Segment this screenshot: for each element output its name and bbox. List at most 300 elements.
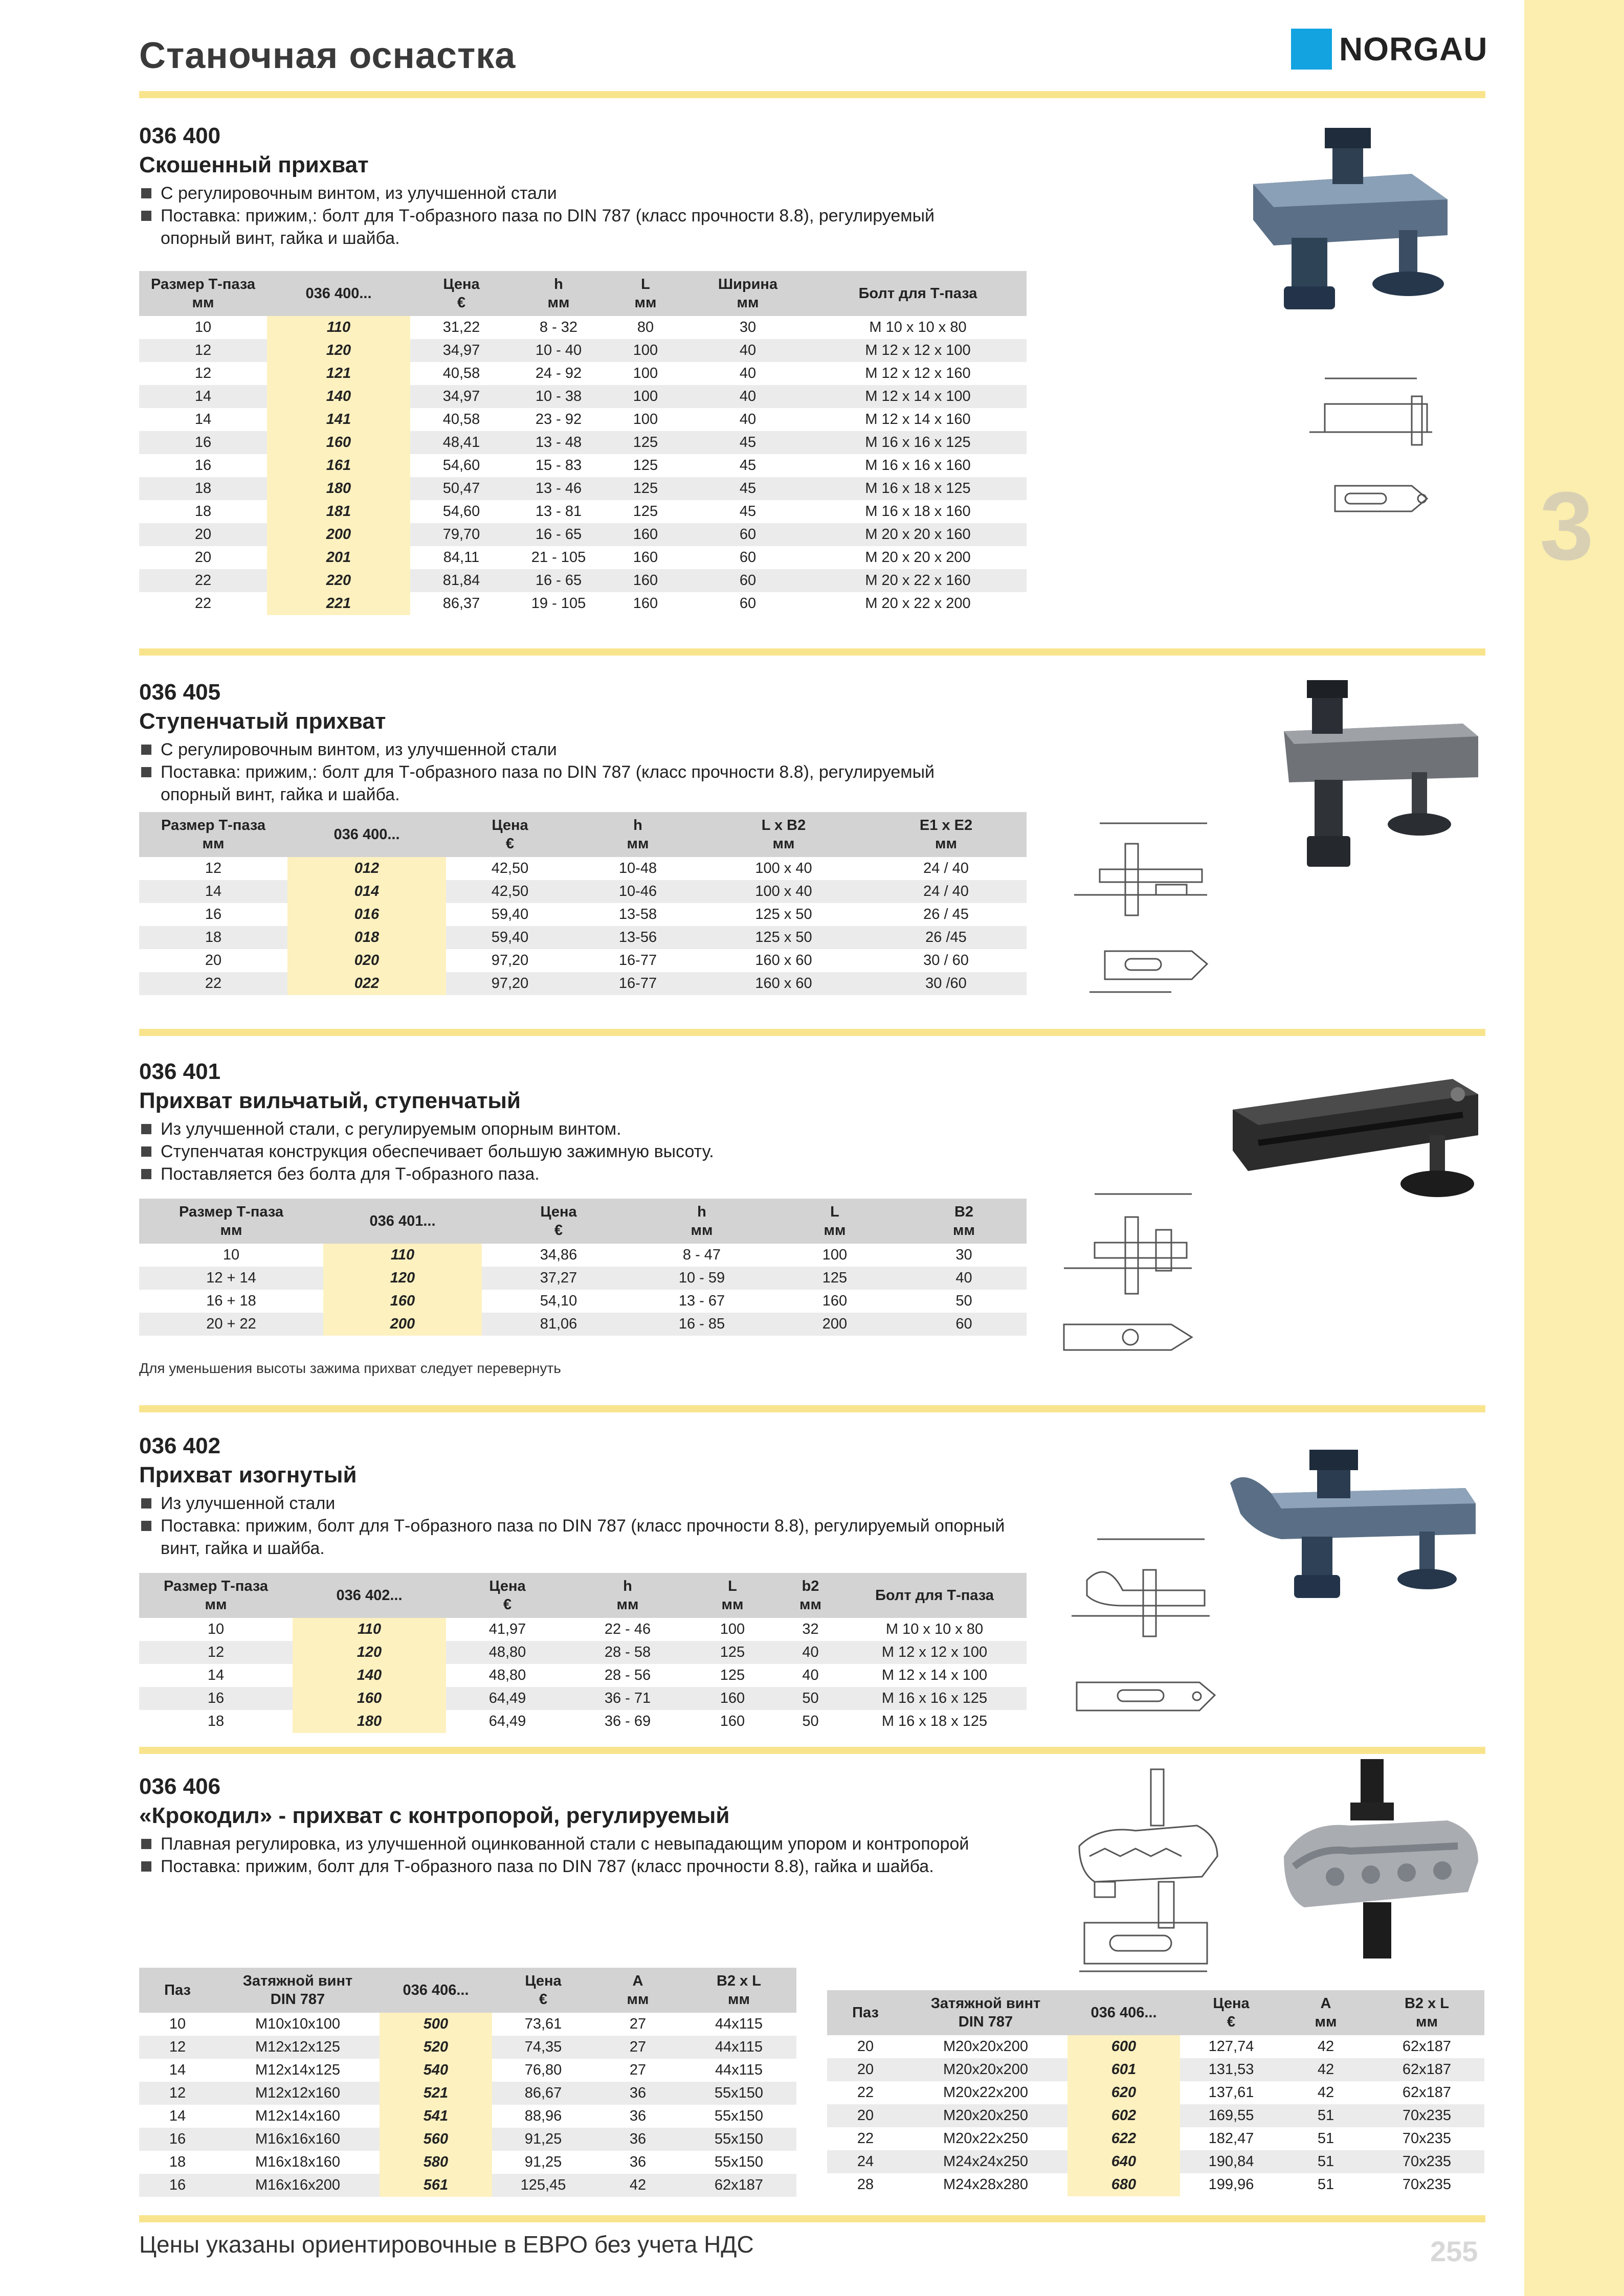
column-header: Цена € [492,1968,594,2013]
table-cell: M 12 x 12 x 100 [842,1641,1027,1664]
table-cell: 34,97 [410,385,513,408]
table-row [139,523,1027,546]
table-cell: M20x20x200 [904,2058,1067,2081]
table-cell: 10 [207,1621,225,1637]
table-cell: 28 - 56 [604,1667,651,1683]
section-code: 036 402 [139,1433,221,1458]
table-cell: 59,40 [491,906,529,922]
column-header: b2 мм [778,1573,842,1618]
bullet-list [139,1492,1009,1560]
page-number: 255 [1430,2235,1478,2267]
table-row [139,592,1027,615]
table-cell: M16x18x160 [255,2154,341,2170]
column-header: 036 406... [1067,1990,1180,2035]
table-cell: 12 [139,2082,216,2105]
table-cell: 24 [827,2150,904,2173]
table-cell: 45 [739,503,757,520]
table-cell: 48,80 [488,1667,526,1683]
table-cell: 55x150 [681,2128,796,2151]
bullet-item: Поставляется без болта для Т-образного паза. [139,1163,1009,1185]
table-cell: 31,22 [442,319,480,335]
table-cell: M 10 x 10 x 80 [869,319,967,335]
table-cell: 10-46 [574,880,702,903]
table-cell: 62x187 [681,2174,796,2197]
table-row [139,2082,796,2105]
table-cell: 62x187 [1369,2058,1484,2081]
table-cell: 79,70 [410,523,513,546]
section-036406 [139,1772,1060,1878]
column-header: Затяжной винт DIN 787 [216,1968,380,2013]
table-cell: 81,06 [482,1313,635,1336]
table-cell: 16 [139,431,267,454]
article-code-cell: 110 [323,1244,482,1267]
table-cell: 59,40 [446,926,574,949]
table-cell: M24x24x250 [904,2150,1067,2173]
table-cell: 40,58 [442,365,480,381]
technical-drawing-036400 [1309,368,1442,522]
table-cell: M 20 x 22 x 200 [865,595,971,612]
table-cell: 160 [605,569,686,592]
table-cell: 55x150 [681,2082,796,2105]
table-036401 [139,1199,1027,1336]
table-row [139,1687,1027,1710]
table-cell: 20 [857,2038,874,2055]
table-cell: 91,25 [524,2154,562,2170]
table-cell: M12x12x125 [216,2036,380,2059]
table-cell: 8 - 47 [682,1247,721,1263]
table-cell: M20x20x250 [904,2104,1067,2127]
table-cell: 169,55 [1180,2104,1282,2127]
table-row [139,454,1027,477]
table-cell: M10x10x100 [255,2016,341,2032]
table-cell: 20 [194,549,212,566]
article-code-cell: 602 [1067,2104,1180,2127]
table-cell: 70x235 [1369,2104,1484,2127]
table-row [139,880,1027,903]
table-cell: 42,50 [491,860,529,876]
table-cell: 42 [1317,2038,1334,2055]
bullet-item: С регулировочным винтом, из улучшенной стали [139,182,1009,205]
table-036406-left [139,1968,796,2197]
article-code-cell: 201 [267,546,410,569]
article-code-cell: 622 [1067,2127,1180,2150]
technical-drawing-036401 [1054,1186,1202,1365]
table-row [139,949,1027,972]
table-cell: 15 - 83 [535,457,582,474]
table-cell: 127,74 [1208,2038,1254,2055]
table-cell: 125 x 50 [755,906,812,922]
table-cell: 28 [857,2176,874,2193]
note-text: Для уменьшения высоты зажима прихват следует перевернуть [139,1360,561,1376]
article-code-cell: 601 [1067,2058,1180,2081]
table-row [827,2058,1484,2081]
table-cell: 50,47 [410,477,513,500]
table-cell: 14 [139,385,267,408]
table-cell: 42 [594,2174,681,2197]
table-row [827,2150,1484,2173]
table-row [139,477,1027,500]
table-cell: 62x187 [1402,2084,1452,2101]
column-header: Цена € [446,812,574,857]
table-row [139,1244,1027,1267]
table-cell: 19 - 105 [531,595,586,612]
column-header: L мм [605,271,686,316]
table-cell: 20 [827,2104,904,2127]
bullet-list [139,1118,1009,1185]
table-cell: M12x14x125 [255,2062,341,2078]
article-code-cell: 141 [267,408,410,431]
column-header: Паз [827,1990,904,2035]
table-header-row [139,1199,1027,1244]
table-cell: 80 [637,319,654,335]
brand-name: NORGAU [1339,31,1488,67]
table-cell: M 16 x 18 x 160 [865,503,971,520]
table-cell: M 16 x 18 x 125 [809,477,1027,500]
column-header: L мм [768,1199,901,1244]
divider [139,1747,1485,1754]
table-cell: 24 / 40 [865,880,1027,903]
table-cell: M 16 x 18 x 125 [881,1713,988,1729]
article-code-cell: 160 [323,1290,482,1313]
article-code-cell: 600 [1067,2035,1180,2058]
table-cell: M 16 x 16 x 160 [865,457,971,474]
table-row [139,569,1027,592]
table-cell: 26 /45 [865,926,1027,949]
article-code-cell: 016 [287,903,446,926]
table-cell: 16-77 [574,972,702,995]
section-code: 036 400 [139,123,221,148]
table-cell: 100 [822,1247,848,1263]
table-cell: 16 [194,457,212,474]
table-cell: 8 - 32 [539,319,578,335]
page-title: Станочная оснастка [139,35,516,76]
table-header-row [139,271,1027,316]
table-row [139,1290,1027,1313]
table-cell: 16 [139,2174,216,2197]
column-header: h мм [635,1199,768,1244]
table-cell: M 12 x 12 x 160 [865,365,971,381]
table-cell: 86,67 [492,2082,594,2105]
table-cell: 22 [857,2130,874,2147]
table-cell: 16 [139,1687,293,1710]
table-cell: 125 x 50 [702,926,865,949]
table-row [139,431,1027,454]
table-cell: 32 [802,1621,819,1637]
table-cell: 18 [139,477,267,500]
section-036401 [139,1057,1009,1185]
article-code-cell: 120 [267,339,410,362]
article-code-cell: 140 [293,1664,446,1687]
section-code: 036 406 [139,1774,221,1799]
article-code-cell: 120 [323,1267,482,1290]
table-cell: 40 [802,1667,819,1683]
table-cell: 42,50 [446,880,574,903]
article-code-cell: 200 [267,523,410,546]
table-cell: 60 [901,1313,1027,1336]
table-cell: 50 [802,1713,819,1729]
table-cell: 12 [205,860,222,876]
article-code-cell: 014 [287,880,446,903]
table-cell: 48,80 [446,1641,569,1664]
bullet-item: Поставка: прижим,: болт для Т-образного паза по DIN 787 (класс прочности 8.8), регулируемый опорный винт, гайка и шайба. [139,205,1009,250]
table-cell: M12x14x160 [255,2108,341,2124]
table-cell: 16 [205,906,222,922]
column-header: Цена € [446,1573,569,1618]
brand-logo [1291,29,1487,70]
table-cell: 97,20 [446,972,574,995]
bullet-item: Из улучшенной стали, с регулируемым опорным винтом. [139,1118,1009,1140]
table-cell: 50 [955,1293,972,1309]
table-cell: M20x22x200 [943,2084,1029,2101]
table-cell: 13-58 [618,906,657,922]
article-code-cell: 640 [1067,2150,1180,2173]
table-cell: 160 [605,523,686,546]
table-cell: 37,27 [482,1267,635,1290]
table-cell: M16x16x200 [216,2174,380,2197]
section-title: Прихват вильчатый, ступенчатый [139,1088,521,1113]
table-cell: 125,45 [492,2174,594,2197]
table-cell: 160 [686,1687,778,1710]
table-row [139,362,1027,385]
column-header: A мм [594,1968,681,2013]
article-code-cell: 140 [267,385,410,408]
table-cell: 62x187 [1402,2038,1452,2055]
table-row [139,2174,796,2197]
table-cell: M 12 x 12 x 100 [809,339,1027,362]
table-cell: 10 [194,319,212,335]
table-cell: 131,53 [1180,2058,1282,2081]
section-code: 036 401 [139,1059,221,1084]
table-cell: 70x235 [1402,2176,1452,2193]
table-cell: 100 [633,365,658,381]
table-cell: 13 - 81 [535,503,582,520]
table-row [139,2036,796,2059]
table-cell: 97,20 [491,952,529,969]
table-cell: 42 [1317,2084,1334,2101]
table-row [139,408,1027,431]
chapter-number: 3 [1540,472,1594,580]
table-cell: 18 [139,926,287,949]
table-cell: 16 + 18 [206,1293,256,1309]
product-photo-036401 [1228,1069,1483,1222]
article-code-cell: 620 [1067,2081,1180,2104]
column-header: Цена € [410,271,513,316]
column-header: L мм [686,1573,778,1618]
table-row [827,2104,1484,2127]
divider [139,1029,1485,1036]
product-photo-036406 [1274,1754,1488,1979]
table-cell: 54,10 [540,1293,577,1309]
bullet-item: Поставка: прижим, болт для Т-образного паза по DIN 787 (класс прочности 8.8), регулируемый опорный винт, гайка и шайба. [139,1515,1009,1560]
bullet-item: С регулировочным винтом, из улучшенной стали [139,738,1009,761]
table-cell: 36 [629,2154,647,2170]
column-header: B2 x L мм [681,1968,796,2013]
section-036405 [139,678,1009,806]
table-cell: M 12 x 14 x 100 [809,385,1027,408]
column-header: 036 406... [380,1968,492,2013]
table-cell: 12 [139,2036,216,2059]
table-cell: 160 x 60 [755,952,812,969]
table-cell: 91,25 [492,2128,594,2151]
article-code-cell: 110 [267,316,410,339]
table-header-row [139,1968,796,2013]
article-code-cell: 560 [380,2128,492,2151]
table-cell: 14 [169,2108,186,2124]
table-cell: 14 [207,1667,225,1683]
bullet-item: Плавная регулировка, из улучшенной оцинкованной стали с невыпадающим упором и контропорой [139,1833,1060,1855]
article-code-cell: 180 [293,1710,446,1733]
section-title: Скошенный прихват [139,152,369,177]
table-cell: 55x150 [714,2108,764,2124]
table-036405 [139,812,1027,995]
column-header: 036 402... [293,1573,446,1618]
table-cell: 40 [739,411,757,427]
article-code-cell: 012 [287,857,446,880]
table-cell: 48,41 [410,431,513,454]
table-cell: 60 [739,549,757,566]
article-code-cell: 541 [380,2105,492,2128]
table-row [139,1267,1027,1290]
table-cell: 51 [1317,2176,1334,2193]
table-cell: 26 / 45 [923,906,969,922]
table-cell: 125 [720,1667,745,1683]
table-cell: 12 [139,339,267,362]
table-cell: 34,97 [410,339,513,362]
table-cell: 84,11 [443,549,480,566]
table-cell: 125 [605,431,686,454]
article-code-cell: 680 [1067,2173,1180,2196]
column-header: B2 x L мм [1369,1990,1484,2035]
table-cell: 160 [720,1713,745,1729]
table-cell: 41,97 [488,1621,526,1637]
table-036402 [139,1573,1027,1733]
table-cell: 12 [139,1641,293,1664]
article-code-cell: 220 [267,569,410,592]
section-title: «Крокодил» - прихват с контропорой, регулируемый [139,1803,730,1828]
table-cell: M24x28x280 [943,2176,1029,2193]
table-row [139,385,1027,408]
table-cell: 125 [633,457,658,474]
table-cell: 51 [1317,2130,1334,2147]
table-cell: 27 [629,2062,647,2078]
table-row [827,2035,1484,2058]
table-cell: 74,35 [492,2036,594,2059]
table-cell: 51 [1282,2150,1369,2173]
table-cell: 22 [857,2084,874,2101]
table-cell: 22 [139,972,287,995]
table-cell: 30 [739,319,757,335]
column-header: Болт для Т-паза [809,271,1027,316]
divider [139,91,1485,98]
table-cell: 16 - 85 [635,1313,768,1336]
table-cell: 36 - 69 [604,1713,651,1729]
table-cell: 182,47 [1208,2130,1254,2147]
table-cell: 36 [594,2082,681,2105]
table-cell: 16 [139,2128,216,2151]
article-code-cell: 540 [380,2059,492,2082]
table-row [139,2151,796,2174]
table-cell: 50 [778,1687,842,1710]
table-cell: M20x20x200 [943,2038,1029,2055]
table-cell: 12 + 14 [139,1267,323,1290]
table-row [139,2013,796,2036]
table-header-row [827,1990,1484,2035]
table-cell: 10 - 59 [635,1267,768,1290]
table-cell: 199,96 [1208,2176,1254,2193]
table-row [139,1710,1027,1733]
article-code-cell: 500 [380,2013,492,2036]
table-cell: 30 [955,1247,972,1263]
table-cell: 24 / 40 [923,860,969,876]
table-header-row [139,812,1027,857]
table-cell: 12 [194,365,212,381]
table-cell: 160 x 60 [702,972,865,995]
table-cell: 190,84 [1180,2150,1282,2173]
bullet-item: Поставка: прижим, болт для Т-образного паза по DIN 787 (класс прочности 8.8), гайка и шайба. [139,1855,1060,1878]
table-cell: 40 [686,385,809,408]
table-cell: 125 [605,477,686,500]
table-cell: 44x115 [715,2016,763,2032]
table-cell: 60 [739,595,757,612]
table-row [139,857,1027,880]
table-cell: M 16 x 16 x 125 [842,1687,1027,1710]
side-band [1524,0,1624,2296]
table-cell: 40 [901,1267,1027,1290]
divider [139,648,1485,656]
table-cell: 42 [1282,2058,1369,2081]
column-header: 036 400... [267,271,410,316]
table-cell: 100 [633,411,658,427]
table-row [139,2105,796,2128]
product-photo-036400 [1243,118,1478,327]
table-cell: 36 - 71 [569,1687,686,1710]
article-code-cell: 120 [293,1641,446,1664]
column-header: Размер Т-паза мм [139,812,287,857]
table-header-row [139,1573,1027,1618]
article-code-cell: 018 [287,926,446,949]
article-code-cell: 520 [380,2036,492,2059]
table-cell: 70x235 [1402,2130,1452,2147]
table-row [139,972,1027,995]
product-photo-036402 [1225,1447,1481,1611]
table-cell: 13 - 67 [678,1293,725,1309]
table-cell: 40,58 [442,411,480,427]
table-row [139,2059,796,2082]
column-header: Ширина мм [686,271,809,316]
table-cell: 100 [720,1621,745,1637]
table-cell: 76,80 [524,2062,562,2078]
table-cell: M 16 x 16 x 125 [809,431,1027,454]
table-cell: 160 [633,549,658,566]
article-code-cell: 110 [293,1618,446,1641]
table-cell: 20 [205,952,222,969]
table-cell: 88,96 [524,2108,562,2124]
table-cell: M 20 x 20 x 200 [865,549,971,566]
technical-drawing-036405 [1069,813,1217,1007]
table-row [139,316,1027,339]
table-cell: 44x115 [681,2036,796,2059]
column-header: Цена € [482,1199,635,1244]
table-cell: 10 - 40 [513,339,605,362]
table-row [139,1618,1027,1641]
bullet-list [139,182,1009,250]
table-cell: 54,60 [442,503,480,520]
table-cell: 14 [139,880,287,903]
table-cell: 16 - 65 [513,569,605,592]
table-cell: 86,37 [442,595,480,612]
column-header: h мм [569,1573,686,1618]
bullet-item: Из улучшенной стали [139,1492,1009,1515]
